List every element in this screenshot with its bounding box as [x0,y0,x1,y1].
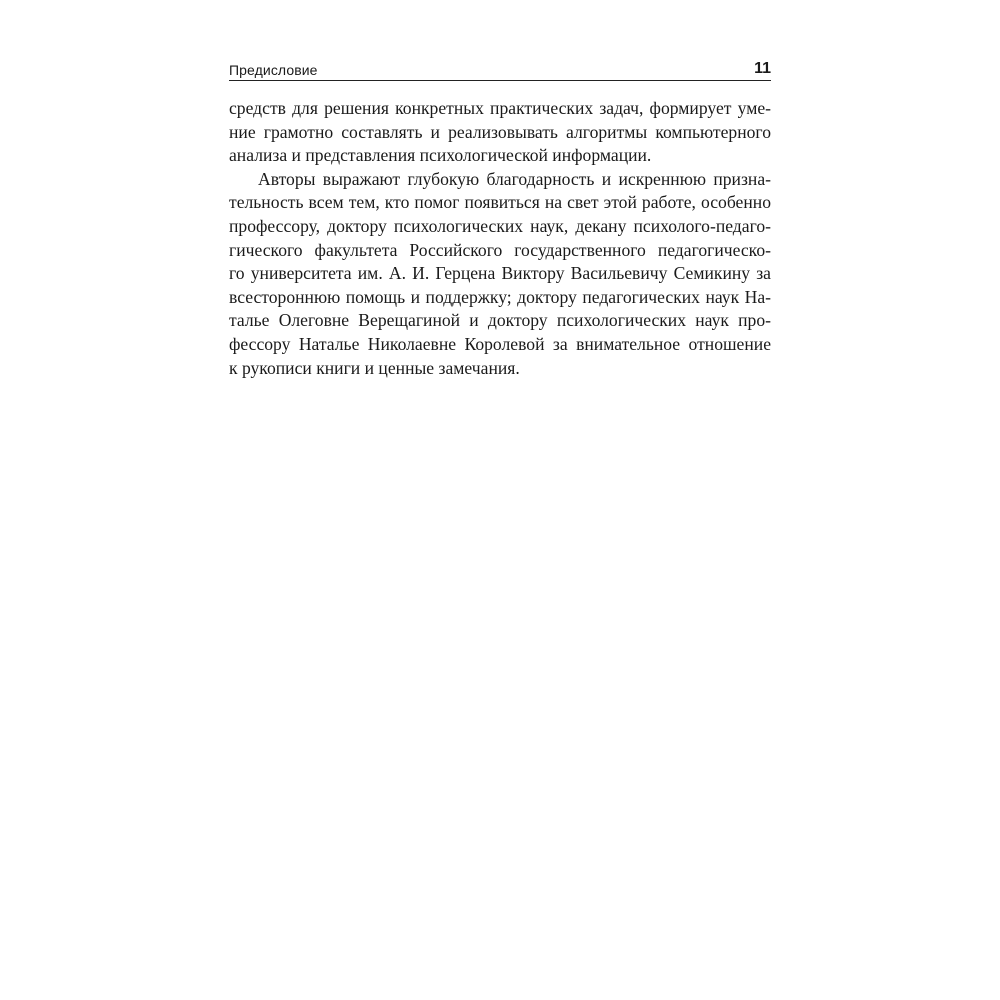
text-line: к рукописи книги и ценные замечания. [229,357,520,378]
text-line: профессору, доктору психологических наук, декану психолого-педаго- [229,215,771,236]
text-line: средств для решения конкретных практических задач, формирует уме- [229,98,771,118]
paragraph-2 [229,168,771,380]
section-title: Предисловие [229,62,318,78]
text-line: ние грамотно составлять и реализовывать алгоритмы компьютерного [229,121,771,142]
text-line: гического факультета Российского государственного педагогическо- [229,239,771,260]
body-text [229,97,771,380]
text-line: тельность всем тем, кто помог появиться на свет этой работе, особенно [229,192,771,213]
text-line: талье Олеговне Верещагиной и доктору психологических наук про- [229,310,771,331]
book-page [229,58,771,380]
text-line: фессору Наталье Николаевне Королевой за внимательное отношение [229,333,771,354]
text-line: го университета им. А. И. Герцена Виктору Васильевичу Семикину за [229,263,771,284]
text-line: всестороннюю помощь и поддержку; доктору педагогических наук На- [229,286,771,307]
page-number: 11 [754,60,771,77]
paragraph-1 [229,97,771,168]
text-line: анализа и представления психологической информации. [229,145,652,166]
text-line: Авторы выражают глубокую благодарность и искреннюю призна- [258,168,771,189]
running-header [229,58,771,81]
